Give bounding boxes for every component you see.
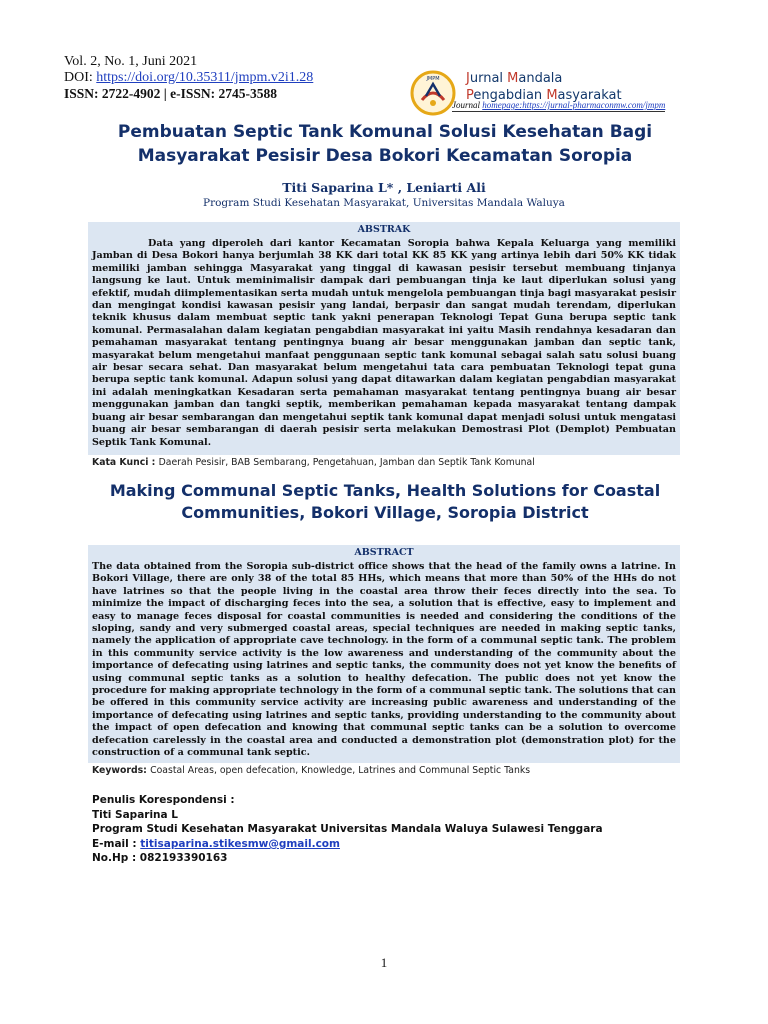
journal-meta [64, 54, 313, 102]
paper-title-id [90, 120, 680, 168]
title-en-line1: Making Communal Septic Tanks, Health Solutions for Coastal [109, 481, 661, 500]
corr-name: Titi Saparina L [92, 808, 178, 821]
authors: Titi Saparina L* , Leniarti Ali [282, 180, 486, 195]
keywords-en-label: Keywords: [92, 765, 151, 776]
keywords-id-label: Kata Kunci : [92, 457, 159, 468]
abstract-en-text: The data obtained from the Soropia sub-district office shows that the head of the family owns a latrine. In Bokori Village, there are only 38 of the total 85 HHs, which means that more than 50% of the HHs do not have latrines so that the people living in the coastal area throw their feces directly into the sea. To minimize the impact of discharging feces into the sea, a solution that is effective, easy to implement and easy to manage feces disposal for coastal communities is needed and considering the conditions of the sloping, sandy and very submerged coastal areas, special techniques are needed in making septic tanks, namely the application of appropriate cave technology. in the form of a communal septic tank. The problem in this community service activity is the low awareness and understanding of the community about the importance of defecating using latrines and septic tanks, the community does not yet know the benefits of using communal septic tanks as a solution to healthy defecation. The public does not yet know the procedure for making appropriate technology in the form of a communal septic tank. The solutions that can be offered in this community service activity are increasing public awareness and understanding of the importance of defecating using latrines and septic tanks, providing understanding to the community about the impact of open defecation and knowing that communal septic tanks can be a solution to overcome defecation carelessly in the coastal area and conducted a demonstration plot (demonstration plot) for the construction of a communal tank septic. [92, 561, 676, 759]
corr-email-line [92, 837, 603, 852]
issn-info: ISSN: 2722-4902 | e-ISSN: 2745-3588 [64, 86, 277, 101]
doi-line [64, 70, 313, 86]
keywords-en [92, 765, 682, 777]
journal-name [466, 70, 622, 104]
corr-email-link[interactable]: titisaparina.stikesmw@gmail.com [140, 837, 340, 850]
affiliation: Program Studi Kesehatan Masyarakat, Universitas Mandala Waluya [203, 197, 565, 209]
title-id-line1: Pembuatan Septic Tank Komunal Solusi Kesehatan Bagi [117, 122, 653, 142]
corr-institution: Program Studi Kesehatan Masyarakat Universitas Mandala Waluya Sulawesi Tenggara [92, 823, 603, 836]
paper-title-en [80, 480, 690, 524]
corresponding-author [92, 793, 603, 866]
journal-name-line2: Pengabdian Masyarakat [466, 88, 622, 103]
doi-prefix: DOI: [64, 70, 97, 85]
corr-heading: Penulis Korespondensi : [92, 794, 235, 806]
keywords-id-text: Daerah Pesisir, BAB Sembarang, Pengetahuan, Jamban dan Septik Tank Komunal [158, 457, 535, 468]
corr-phone: No.Hp : 082193390163 [92, 852, 228, 865]
corr-email-label: E-mail : [92, 837, 141, 850]
title-id-line2: Masyarakat Pesisir Desa Bokori Kecamatan Soropia [137, 146, 633, 166]
homepage-link[interactable]: homepage:https://jurnal-pharmaconmw.com/jmpm [482, 100, 666, 110]
keywords-id [92, 457, 682, 469]
journal-name-line1: Jurnal Mandala [466, 71, 563, 86]
abstract-id-text: Data yang diperoleh dari kantor Kecamatan Soropia bahwa Kepala Keluarga yang memiliki Jamban di Desa Bokori hanya berjumlah 38 KK dari total KK 85 KK yang artinya lebih dari 50% KK tidak memiliki jamban sehingga Masyarakat yang tinggal di kawasan pesisir tersebut membuang tinjanya langsung ke laut. Untuk meminimalisir dampak dari pembuangan tinja ke laut diperlukan solusi yang efektif, mudah diimplementasikan serta mudah untuk mengelola pembuangan tinja bagi masyarakat pesisir dan mengingat kondisi kawasan pesisir yang landai, berpasir dan sangat mudah terendam, diperlukan teknik khusus dalam membuat septic tank yakni penerapan Teknologi Tepat Guna berupa septic tank komunal. Permasalahan dalam kegiatan pengabdian masyarakat ini yaitu Masih rendahnya kesadaran dan pemahaman masyarakat tentang pentingnya buang air besar menggunakan jamban dan septic tank, masyarakat belum mengetahui manfaat penggunaan septic tank komunal sebagai salah satu solusi buang air besar secara sehat. Dan masyarakat belum mengetahui tata cara pembuatan Teknologi tepat guna berupa septic tank komunal. Adapun solusi yang dapat ditawarkan dalam kegiatan pengabdian masyarakat ini adalah meningkatkan Kesadaran serta pemahaman masyarakat tentang pentingnya buang air besar menggunakan jamban dan tangki septik, memberikan pemahaman kepada masyarakat tentang dampak buang air besar sembarangan dan mengetahui septik tank komunal dapat menjadi solusi untuk mengatasi buang air besar sembarangan di daerah pesisir serta melakukan Demostrasi Plot (Demplot) Pembuatan Septik Tank Komunal. [92, 238, 676, 448]
abstract-en-box [88, 545, 680, 763]
doi-link[interactable]: https://doi.org/10.35311/jmpm.v2i1.28 [96, 70, 314, 85]
volume-info: Vol. 2, No. 1, Juni 2021 [64, 54, 198, 69]
keywords-en-text: Coastal Areas, open defecation, Knowledge, Latrines and Communal Septic Tanks [150, 765, 531, 776]
abstract-id-box [88, 222, 680, 455]
abstract-id-heading: ABSTRAK [357, 224, 411, 235]
journal-logo [408, 70, 458, 116]
abstract-en-heading: ABSTRACT [354, 547, 414, 558]
title-en-line2: Communities, Bokori Village, Soropia District [181, 503, 589, 522]
homepage-label: Journal [452, 100, 483, 110]
journal-homepage [452, 100, 665, 112]
page-number: 1 [380, 955, 388, 970]
logo-text: JMPM [426, 76, 440, 82]
